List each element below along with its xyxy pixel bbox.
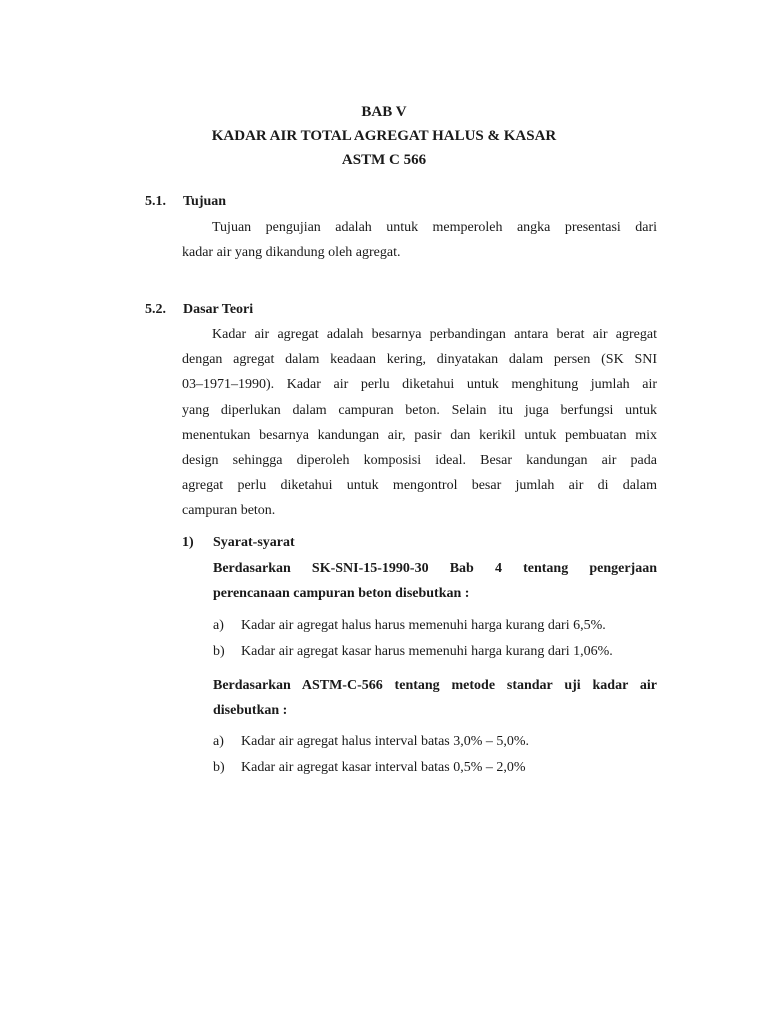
- list-item: [213, 644, 613, 660]
- section-number: 5.2.: [145, 302, 166, 317]
- requirement-intro-sni: [213, 556, 657, 606]
- list-marker: b): [213, 644, 225, 659]
- list-item-text: Kadar air agregat kasar harus memenuhi harga kurang dari 1,06%.: [241, 644, 613, 659]
- list-item-text: Kadar air agregat halus interval batas 3,0% – 5,0%.: [241, 734, 530, 749]
- paragraph-line: perencanaan campuran beton disebutkan :: [213, 586, 470, 602]
- list-marker: a): [213, 618, 224, 633]
- section-title-dasar-teori: Dasar Teori: [183, 302, 254, 317]
- requirement-intro-astm: [213, 673, 657, 723]
- paragraph-line: design sehingga diperoleh komposisi ideal. Besar kandungan air pada: [182, 452, 657, 468]
- paragraph-line: campuran beton.: [182, 503, 276, 519]
- paragraph-line: disebutkan :: [213, 703, 288, 719]
- paragraph-line: dengan agregat dalam keadaan kering, dinyatakan dalam persen (SK SNI: [182, 352, 657, 368]
- paragraph-line: agregat perlu diketahui untuk mengontrol besar jumlah air di dalam: [182, 478, 657, 494]
- chapter-title: KADAR AIR TOTAL AGREGAT HALUS & KASAR: [211, 128, 557, 144]
- section-paragraph-dasar-teori: [182, 322, 657, 524]
- list-item: [213, 734, 529, 750]
- list-item: [213, 618, 606, 634]
- list-marker: a): [213, 734, 224, 749]
- subsection-title: Syarat-syarat: [213, 535, 295, 550]
- paragraph-line: kadar air yang dikandung oleh agregat.: [182, 245, 401, 261]
- paragraph-line: yang diperlukan dalam campuran beton. Selain itu juga berfungsi untuk: [182, 402, 657, 418]
- subsection-number: 1): [182, 535, 194, 550]
- section-number: 5.1.: [145, 194, 166, 209]
- paragraph-line: Berdasarkan SK-SNI-15-1990-30 Bab 4 tentang pengerjaan: [213, 561, 657, 576]
- paragraph-line: Tujuan pengujian adalah untuk memperoleh angka presentasi dari: [212, 220, 657, 235]
- paragraph-line: menentukan besarnya kandungan air, pasir dan kerikil untuk pembuatan mix: [182, 427, 657, 443]
- paragraph-line: Kadar air agregat adalah besarnya perbandingan antara berat air agregat: [212, 327, 657, 342]
- section-paragraph-tujuan: [182, 215, 657, 265]
- list-marker: b): [213, 760, 225, 775]
- chapter-standard: ASTM C 566: [341, 152, 427, 168]
- chapter-heading: BAB V: [361, 104, 407, 120]
- section-title-tujuan: Tujuan: [183, 194, 227, 209]
- paragraph-line: 03–1971–1990). Kadar air perlu diketahui untuk menghitung jumlah air: [182, 377, 657, 393]
- list-item-text: Kadar air agregat halus harus memenuhi harga kurang dari 6,5%.: [241, 618, 606, 633]
- list-item: [213, 760, 526, 776]
- paragraph-line: Berdasarkan ASTM-C-566 tentang metode standar uji kadar air: [213, 678, 657, 693]
- list-item-text: Kadar air agregat kasar interval batas 0,5% – 2,0%: [241, 760, 526, 775]
